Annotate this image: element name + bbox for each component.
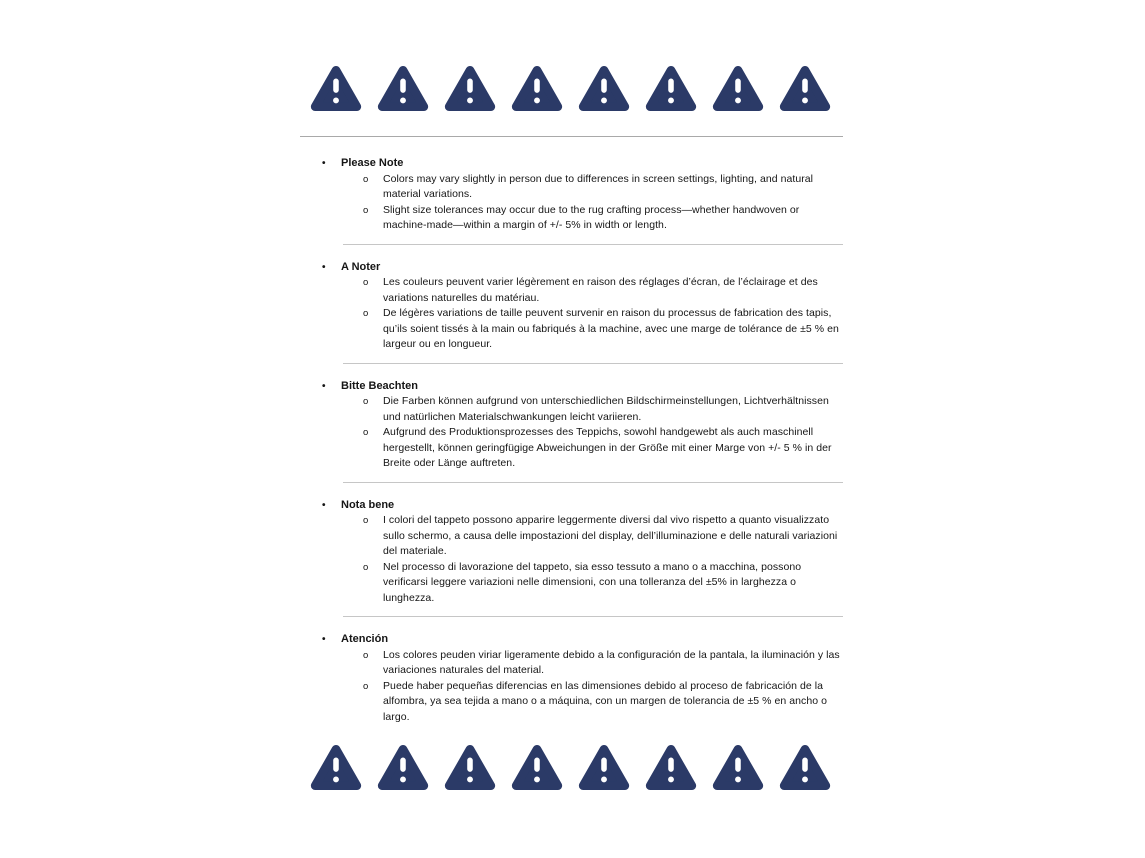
warning-triangle-icon bbox=[444, 62, 496, 115]
section-header bbox=[300, 156, 845, 172]
note-item bbox=[300, 560, 845, 607]
note-item bbox=[300, 203, 845, 234]
warning-triangle-icon bbox=[712, 741, 764, 794]
warning-triangle-icon bbox=[310, 741, 362, 794]
section-divider bbox=[343, 482, 843, 483]
warning-triangle-icon bbox=[377, 741, 429, 794]
note-section bbox=[300, 632, 845, 725]
note-section bbox=[300, 156, 845, 234]
warning-triangle-icon bbox=[645, 62, 697, 115]
note-item bbox=[300, 425, 845, 472]
note-item-text: Los colores peuden viriar ligeramente debido a la configuración de la pantala, la iluminación y las variaciones naturales del material. bbox=[383, 648, 840, 676]
bullet-marker: • bbox=[322, 499, 326, 511]
warning-triangle-icon bbox=[779, 741, 831, 794]
note-item-text: Colors may vary slightly in person due to differences in screen settings, lighting, and natural material variations. bbox=[383, 172, 814, 200]
circle-marker: o bbox=[363, 649, 369, 661]
warning-triangle-row-bottom bbox=[310, 741, 845, 794]
note-item-text: Nel processo di lavorazione del tappeto, sia esso tessuto a mano o a macchina, possono verificarsi leggere variazioni nelle dimensioni, con una tolleranza del ±5% in larghezza o lunghezza. bbox=[383, 560, 802, 604]
section-title: A Noter bbox=[341, 260, 381, 273]
section-title: Atención bbox=[341, 633, 389, 645]
note-section bbox=[300, 379, 845, 472]
warning-triangle-icon bbox=[310, 62, 362, 115]
warning-triangle-icon bbox=[511, 62, 563, 115]
section-divider bbox=[343, 363, 843, 364]
circle-marker: o bbox=[363, 515, 369, 526]
circle-marker: o bbox=[363, 396, 369, 407]
warning-triangle-icon bbox=[645, 741, 697, 794]
section-header bbox=[300, 498, 845, 514]
note-item bbox=[300, 394, 845, 425]
note-item bbox=[300, 275, 845, 306]
bullet-marker: • bbox=[322, 261, 326, 273]
bullet-marker: • bbox=[322, 634, 326, 645]
bullet-marker: • bbox=[322, 380, 326, 392]
section-title: Please Note bbox=[341, 157, 404, 169]
warning-triangle-icon bbox=[511, 741, 563, 794]
note-item-text: Aufgrund des Produktionsprozesses des Teppichs, sowohl handgewebt als auch maschinell hergestellt, können geringfügige Abweichungen in der Größe mit einer Marge von +/- 5 % in der Breite oder Länge auftreten. bbox=[383, 426, 832, 469]
section-title: Nota bene bbox=[341, 498, 395, 511]
note-item bbox=[300, 513, 845, 560]
warning-triangle-row-top bbox=[310, 62, 845, 115]
circle-marker: o bbox=[363, 427, 369, 438]
circle-marker: o bbox=[363, 277, 369, 288]
notes-list bbox=[300, 156, 845, 725]
section-header bbox=[300, 379, 845, 395]
section-header bbox=[300, 632, 845, 648]
bullet-marker: • bbox=[322, 158, 326, 169]
note-item-text: De légères variations de taille peuvent survenir en raison du processus de fabrication des tapis, qu’ils soient tissés à la main ou fabriqués à la machine, avec une marge de tolérance de ±5 % en largeur ou en longueur. bbox=[383, 307, 839, 350]
note-section bbox=[300, 260, 845, 353]
note-item-text: Les couleurs peuvent varier légèrement en raison des réglages d’écran, de l’éclairage et des variations naturelles du matériau. bbox=[383, 276, 818, 304]
section-header bbox=[300, 260, 845, 276]
circle-marker: o bbox=[363, 204, 369, 216]
warning-triangle-icon bbox=[779, 62, 831, 115]
top-divider bbox=[300, 136, 843, 137]
note-item-text: Puede haber pequeñas diferencias en las dimensiones debido al proceso de fabricación de la alfombra, ya sea tejida a mano o a máquina, con un margen de tolerancia de ±5 % en ancho o largo. bbox=[383, 679, 827, 723]
warning-triangle-icon bbox=[444, 741, 496, 794]
circle-marker: o bbox=[363, 173, 369, 185]
section-divider bbox=[343, 616, 843, 617]
warning-triangle-icon bbox=[712, 62, 764, 115]
section-title: Bitte Beachten bbox=[341, 379, 419, 392]
note-item bbox=[300, 648, 845, 679]
circle-marker: o bbox=[363, 561, 369, 573]
warning-triangle-icon bbox=[578, 741, 630, 794]
circle-marker: o bbox=[363, 308, 369, 319]
circle-marker: o bbox=[363, 680, 369, 692]
document-page bbox=[300, 0, 845, 794]
warning-triangle-icon bbox=[578, 62, 630, 115]
section-divider bbox=[343, 244, 843, 245]
note-item-text: Die Farben können aufgrund von unterschiedlichen Bildschirmeinstellungen, Lichtverhältnissen und natürlichen Materialschwankungen leicht variieren. bbox=[383, 395, 829, 423]
note-item bbox=[300, 679, 845, 726]
note-item-text: I colori del tappeto possono apparire leggermente diversi dal vivo rispetto a quanto visualizzato sullo schermo, a causa delle impostazioni del display, dell’illuminazione e delle naturali variazioni del materiale. bbox=[383, 514, 838, 557]
note-item bbox=[300, 172, 845, 203]
note-item-text: Slight size tolerances may occur due to the rug crafting process—whether handwoven or machine-made—within a margin of +/- 5% in width or length. bbox=[383, 203, 800, 231]
note-section bbox=[300, 498, 845, 607]
warning-triangle-icon bbox=[377, 62, 429, 115]
note-item bbox=[300, 306, 845, 353]
